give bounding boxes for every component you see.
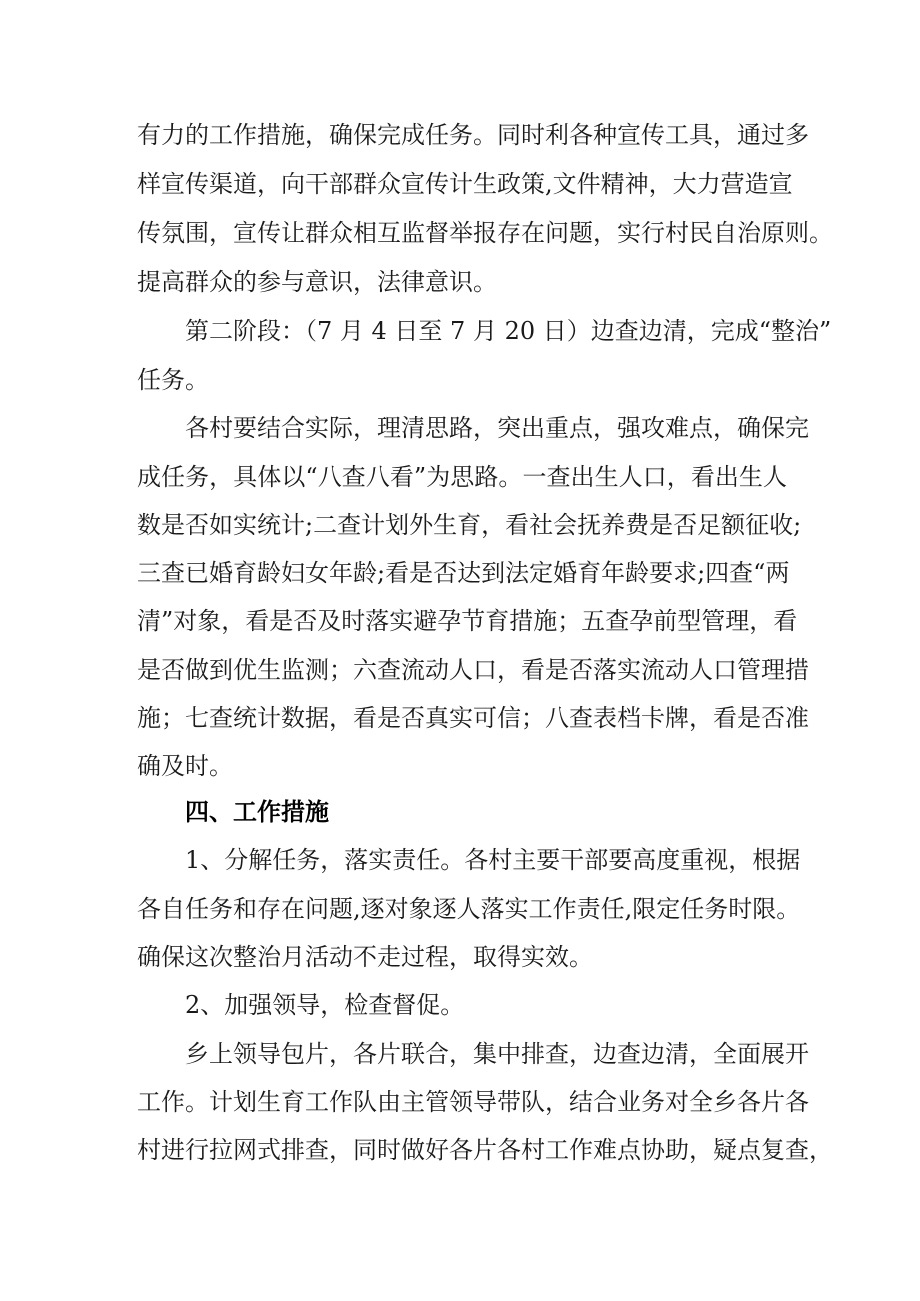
paragraph-line: 传氛围，宣传让群众相互监督举报存在问题，实行村民自治原则。: [137, 219, 833, 247]
paragraph-line: 乡上领导包片，各片联合，集中排查，边查边清，全面展开: [185, 1040, 809, 1068]
paragraph-line: 提高群众的参与意识，法律意识。: [137, 268, 497, 296]
paragraph-line: 确保这次整治月活动不走过程，取得实效。: [137, 943, 593, 971]
paragraph-line: 确及时。: [137, 752, 233, 780]
paragraph-line: 成任务，具体以“八查八看”为思路。一查出生人口，看出生人: [137, 463, 787, 491]
paragraph-line: 施；七查统计数据，看是否真实可信；八查表档卡牌，看是否准: [137, 704, 809, 732]
paragraph-line: 样宣传渠道，向干部群众宣传计生政策,文件精神，大力营造宣: [137, 170, 793, 198]
paragraph-line: 三查已婚育龄妇女年龄;看是否达到法定婚育年龄要求;四查“两: [137, 559, 790, 587]
paragraph-line: 各自任务和存在问题,逐对象逐人落实工作责任,限定任务时限。: [137, 895, 801, 923]
paragraph-line: 数是否如实统计;二查计划外生育，看社会抚养费是否足额征收;: [137, 511, 802, 539]
section-heading: 四、工作措施: [185, 798, 329, 826]
paragraph-line: 各村要结合实际，理清思路，突出重点，强攻难点，确保完: [185, 414, 809, 442]
paragraph-line: 任务。: [137, 366, 209, 394]
paragraph-line: 有力的工作措施，确保完成任务。同时利各种宣传工具，通过多: [137, 121, 809, 149]
paragraph-line: 第二阶段：（7 月 4 日至 7 月 20 日）边查边清，完成“整治”: [185, 317, 832, 345]
paragraph-line: 工作。计划生育工作队由主管领导带队，结合业务对全乡各片各: [137, 1088, 809, 1116]
paragraph-line: 清”对象，看是否及时落实避孕节育措施；五查孕前型管理，看: [137, 607, 798, 635]
paragraph-line: 1、分解任务，落实责任。各村主要干部要高度重视，根据: [185, 846, 801, 874]
paragraph-line: 村进行拉网式排查，同时做好各片各村工作难点协助，疑点复查，: [137, 1136, 833, 1164]
paragraph-line: 2、加强领导，检查督促。: [185, 991, 465, 1019]
paragraph-line: 是否做到优生监测；六查流动人口，看是否落实流动人口管理措: [137, 656, 809, 684]
